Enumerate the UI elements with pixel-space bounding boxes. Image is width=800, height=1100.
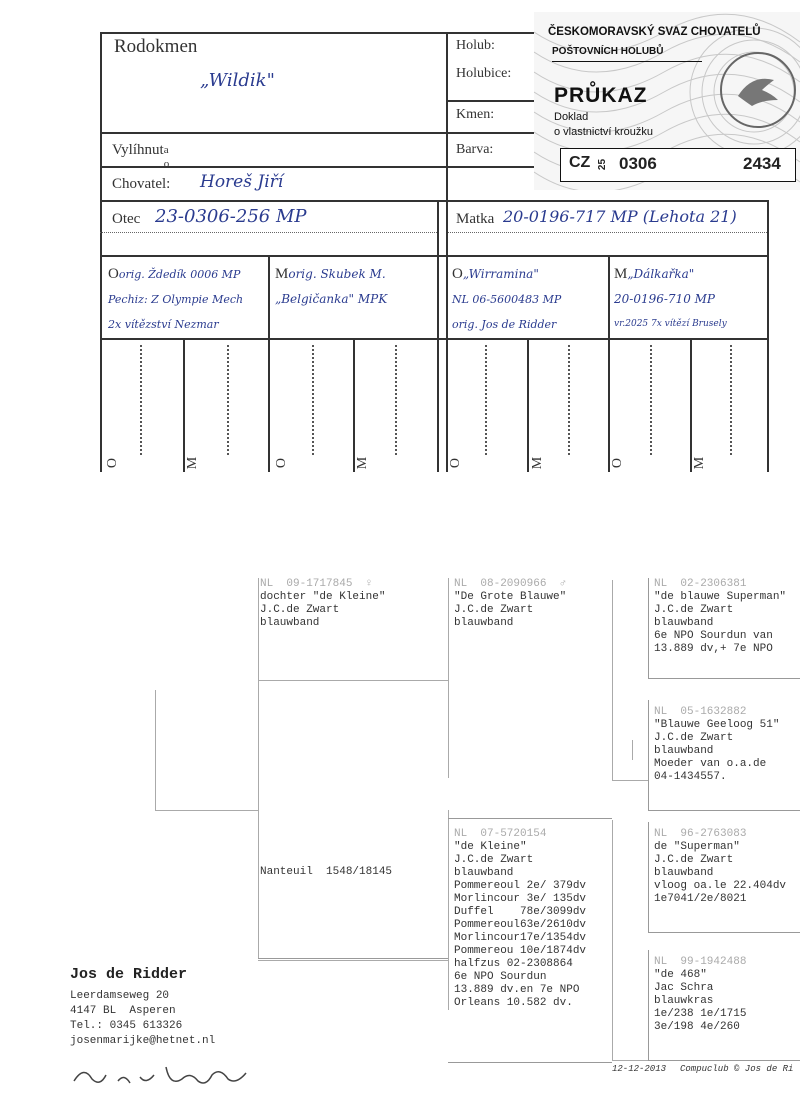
owner-street: Leerdamseweg 20 [70,990,170,1002]
grandparent-cell-4: M„Dálkařka" 20-0196-710 MP vr.2025 7x vítězí Brusely [614,266,727,329]
grandparent-cell-3: O„Wirramina" NL 06-5600483 MP orig. Jos de Ridder [452,266,562,331]
rodokmen-label: Rodokmen [114,36,198,57]
matka-label: Matka [456,211,495,227]
cell-label-m: M [355,456,371,470]
union-seal [720,52,796,128]
holub-label: Holub: [456,38,495,53]
ownership-card [534,12,800,190]
owner-name: Jos de Ridder [70,966,188,983]
ring-number-box [560,148,796,182]
ring-year: 25 [597,158,609,171]
ring-number: NL 99-1942488 [654,956,747,968]
otec-value: 23-0306-256 MP [155,206,307,227]
entry-details: "de Kleine" J.C.de Zwart blauwband Pommereoul 2e/ 379dv Morlincour 3e/ 135dv Duffel 78e/3099dv Pommereoul63e/2610dv Morlincour17e/1354dv Pommereou 10e/1874dv halfzus 02-2308864 6e NPO Sourdun 13.889 dv.en 7e NPO Orleans 10.582 dv. [454,841,587,1009]
pedigree-entry-dam [260,578,446,630]
printed-pedigree [0,560,800,1100]
pedigree-entry-dam [654,956,800,1034]
ring-number: NL 09-1717845 ♀ [260,578,373,590]
vylihnut-label: Vylíhnut a o [112,142,170,170]
signature-icon [70,1057,260,1091]
ring-number: NL 05-1632882 [654,706,747,718]
entry-details: "de 468" Jac Schra blauwkras 1e/238 1e/1715 3e/198 4e/260 [654,969,747,1033]
cell-label-m: M [185,456,201,470]
ring-number: NL 96-2763083 [654,828,747,840]
pedigree-entry-sire [654,828,800,906]
pigeon-name: „Wildik" [200,70,275,91]
entry-details: de "Superman" J.C.de Zwart blauwband vloog oa.le 22.404dv 1e7041/2e/8021 [654,841,787,905]
pedigree-entry-dam [654,706,800,784]
chovatel-label: Chovatel: [112,176,171,192]
chovatel-value: Horeš Jiří [200,172,284,192]
owner-signature [70,1057,260,1096]
cell-label-o: O [448,457,464,469]
pedigree-entry-dam [454,828,610,1010]
grandparent-cell-1: Oorig. Ždedík 0006 MP Pechiz: Z Olympie Mech 2x vítězství Nezmar [108,266,244,331]
pedigree-entry-sire [654,578,800,656]
matka-value: 20-0196-717 MP (Lehota 21) [503,207,737,226]
card-doc-desc: o vlastnictví kroužku [554,126,654,138]
owner-email: josenmarijke@hetnet.nl [70,1035,216,1047]
pigeon-icon [722,54,794,126]
cell-label-o: O [274,457,290,469]
card-heading: PRŮKAZ [554,84,648,107]
race-result-note: Nanteuil 1548/18145 [260,866,393,878]
compuclub-credit: Compuclub © Jos de Ri [680,1064,794,1074]
entry-details: "De Grote Blauwe" J.C.de Zwart blauwband [454,591,567,629]
grandparent-cell-2: Morig. Skubek M. „Belgičanka" MPK [275,266,388,306]
ring-number: NL 08-2090966 ♂ [454,578,567,590]
card-doc-label: Doklad [554,111,589,123]
card-subtitle: POŠTOVNÍCH HOLUBŮ [552,46,664,57]
owner-phone: Tel.: 0345 613326 [70,1020,183,1032]
entry-details: "Blauwe Geeloog 51" J.C.de Zwart blauwband Moeder van o.a.de 04-1434557. [654,719,780,783]
ring-number: NL 07-5720154 [454,828,547,840]
kmen-label: Kmen: [456,107,495,122]
card-title: ČESKOMORAVSKÝ SVAZ CHOVATELŮ [548,26,761,38]
barva-label: Barva: [456,142,494,157]
ring-number: NL 02-2306381 [654,578,747,590]
ring-number: 2434 [743,154,781,173]
entry-details: dochter "de Kleine" J.C.de Zwart blauwband [260,591,386,629]
ring-country: CZ [569,154,591,171]
cell-label-o: O [105,457,121,469]
entry-details: "de blauwe Superman" J.C.de Zwart blauwband 6e NPO Sourdun van 13.889 dv,+ 7e NPO [654,591,787,655]
holubice-label: Holubice: [456,66,512,81]
cell-label-o: O [610,457,626,469]
pedigree-entry-sire [454,578,610,630]
cell-label-m: M [530,456,546,470]
cell-label-m: M [692,456,708,470]
owner-city: 4147 BL Asperen [70,1005,176,1017]
otec-label: Otec [112,211,141,227]
print-date: 12-12-2013 [612,1064,667,1074]
ring-club: 0306 [619,154,657,173]
